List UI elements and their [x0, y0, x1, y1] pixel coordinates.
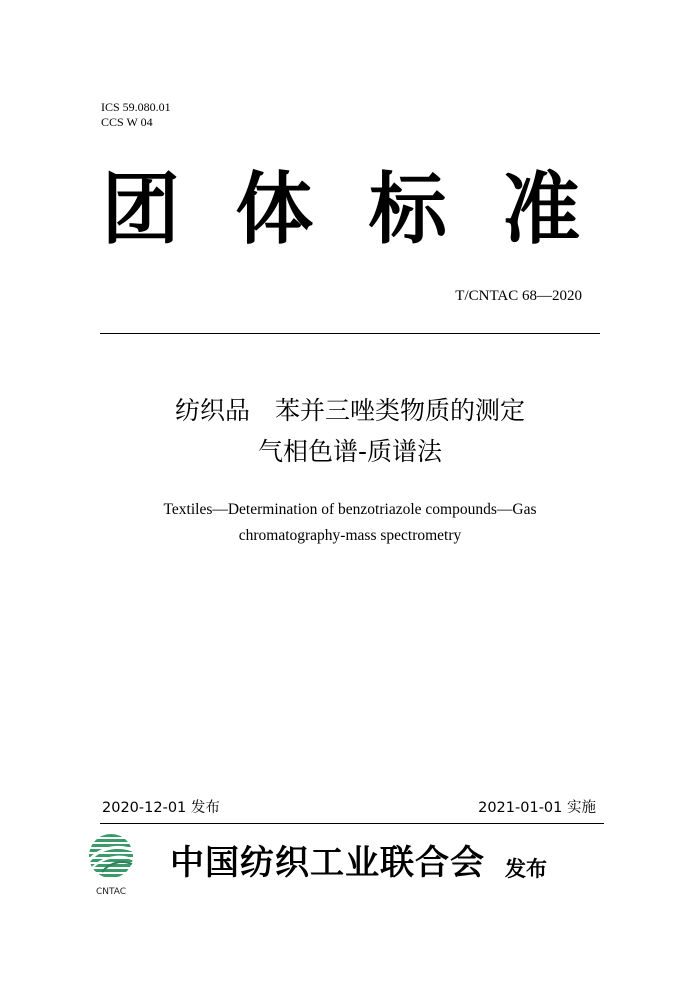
ccs-code: CCS W 04 [101, 115, 153, 129]
standard-number: T/CNTAC 68—2020 [455, 288, 582, 304]
cntac-logo-icon [82, 832, 140, 898]
footer-divider [100, 823, 604, 824]
chinese-title-line-1: 纺织品 苯并三唑类物质的测定 [174, 396, 525, 425]
cntac-logo-graphic [82, 832, 140, 898]
document-type-title: 团 体 标 准 [101, 166, 599, 253]
english-title-line-2: chromatography-mass spectrometry [238, 527, 462, 544]
effective-date: 2021-01-01 实施 [478, 800, 596, 816]
english-title-line-1: Textiles—Determination of benzotriazole compounds—Gas [163, 501, 537, 518]
publish-label: 发布 [505, 857, 547, 881]
chinese-title-line-2: 气相色谱-质谱法 [257, 437, 443, 466]
header-divider [100, 333, 600, 334]
publishing-organization: 中国纺织工业联合会 [170, 845, 485, 882]
publish-date: 2020-12-01 发布 [102, 800, 220, 816]
logo-text: CNTAC [95, 887, 127, 897]
ics-code: ICS 59.080.01 [101, 100, 171, 114]
